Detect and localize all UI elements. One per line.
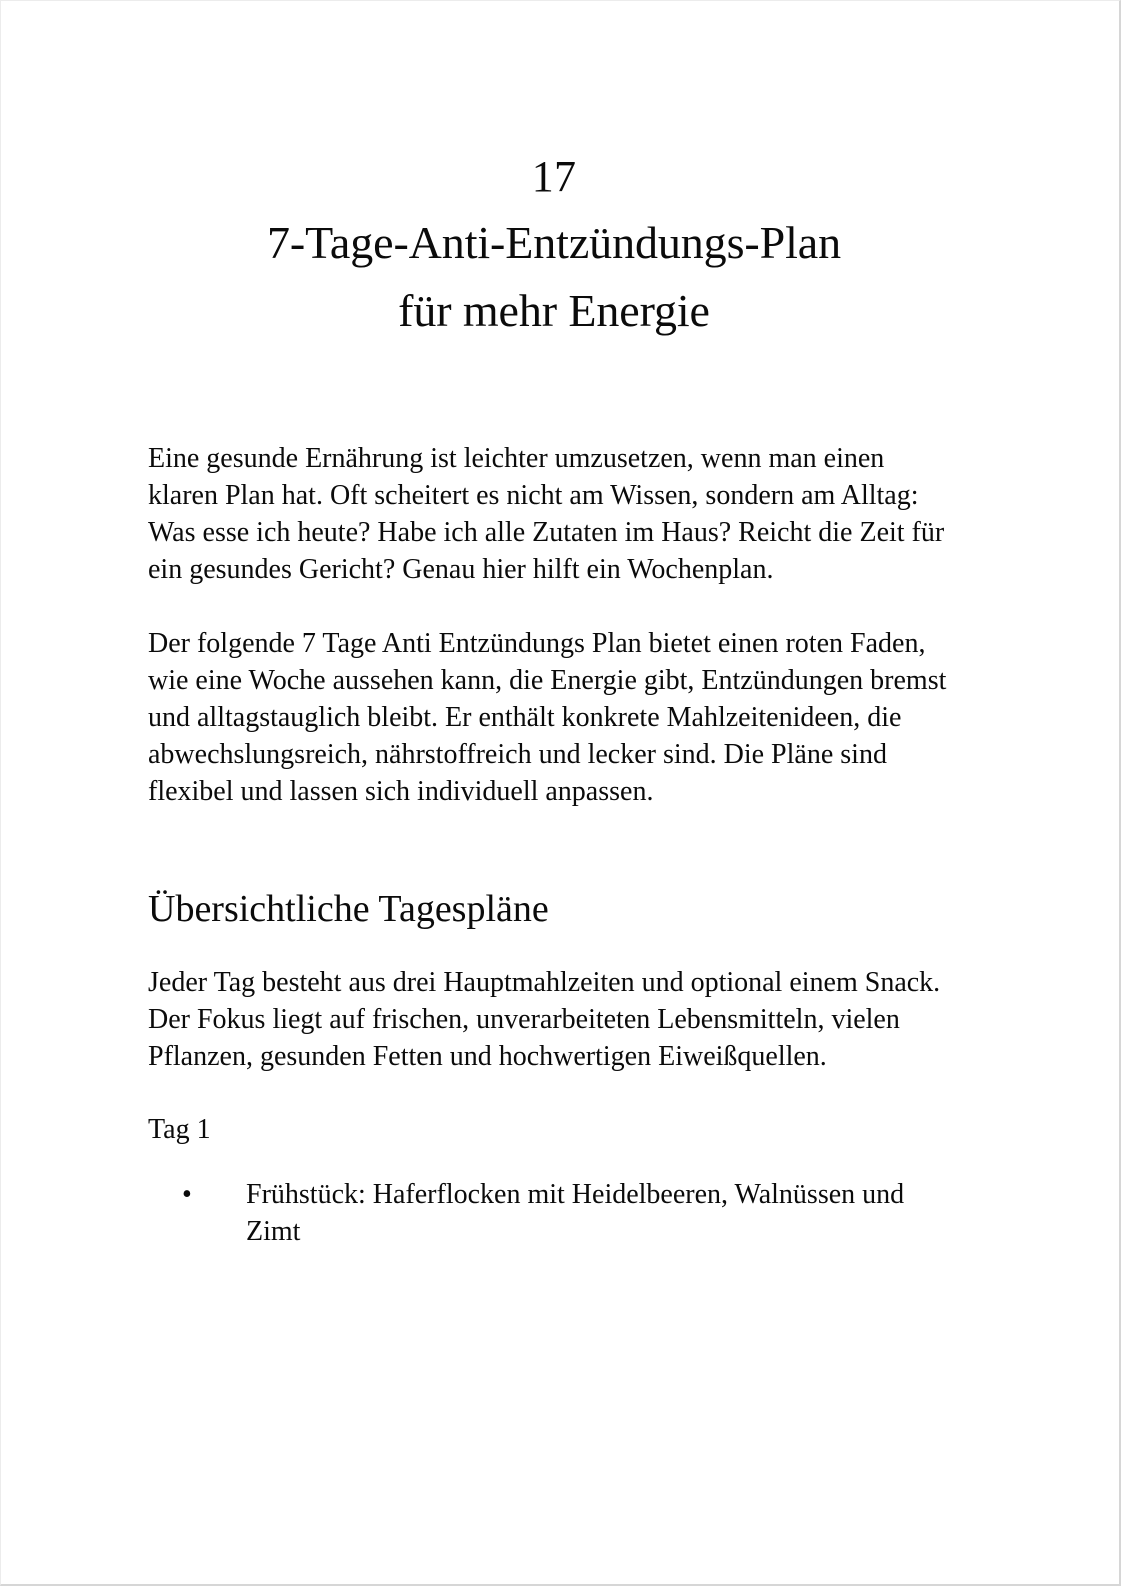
meal-item-label: Frühstück: Haferflocken mit Heidelbeeren, Walnüssen und Zimt bbox=[246, 1179, 905, 1247]
page-title bbox=[148, 203, 960, 345]
intro-paragraph: Eine gesunde Ernährung ist leichter umzusetzen, wenn man einen klaren Plan hat. Oft scheitert es nicht am Wissen, sondern am Alltag: Was esse ich heute? Habe ich alle Zutaten im Haus? Reicht die Zeit für ein gesundes Gericht? Genau hier hilft ein Wochenplan. bbox=[148, 443, 945, 585]
bullet-icon: • bbox=[182, 1179, 192, 1210]
section-heading-tagesplaene: Übersichtliche Tagespläne bbox=[148, 888, 549, 930]
day-label-tag-1: Tag 1 bbox=[148, 1114, 211, 1145]
list-item bbox=[148, 1176, 960, 1250]
overview-paragraph: Der folgende 7 Tage Anti Entzündungs Plan bietet einen roten Faden, wie eine Woche aussehen kann, die Energie gibt, Entzündungen bremst und alltagstauglich bleibt. Er enthält konkrete Mahlzeitenideen, die abwechslungsreich, nährstoffreich und lecker sind. Die Pläne sind flexibel und lassen sich individuell anpassen. bbox=[148, 628, 947, 807]
page-content bbox=[148, 1, 960, 1250]
structure-paragraph: Jeder Tag besteht aus drei Hauptmahlzeiten und optional einem Snack. Der Fokus liegt auf frischen, unverarbeiteten Lebensmitteln, vielen Pflanzen, gesunden Fetten und hochwertigen Eiweißquellen. bbox=[148, 967, 941, 1072]
page-title-line-2: für mehr Energie bbox=[398, 285, 710, 336]
title-block bbox=[148, 1, 960, 345]
meal-list bbox=[148, 1148, 960, 1250]
chapter-number: 17 bbox=[531, 152, 577, 201]
page-title-line-1: 7-Tage-Anti-Entzündungs-Plan bbox=[267, 217, 841, 268]
